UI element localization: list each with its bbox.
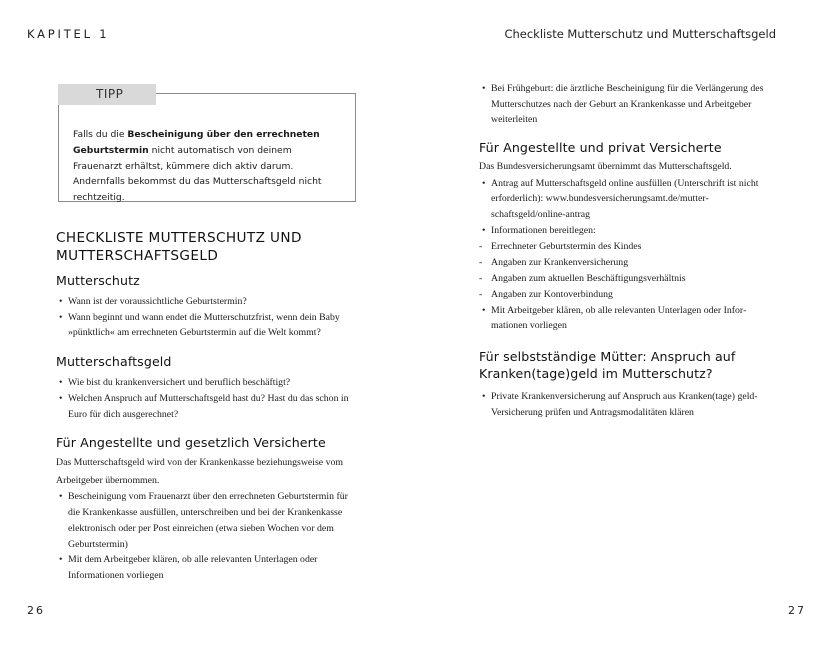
list-item: • Bei Frühgeburt: die ärztliche Bescheinigung für die Verlängerung des Mutterschutzes nach der Geburt an Krankenkasse und Arbeitgeber weiterleiten <box>479 81 777 128</box>
list-item: • Mit dem Arbeitgeber klären, ob alle relevanten Unterlagen oder Informationen vorliegen <box>56 552 354 583</box>
list-item: • Mit Arbeitgeber klären, ob alle relevanten Unterlagen oder Informationen vorliegen <box>479 303 777 334</box>
tip-label: TIPP <box>58 84 156 105</box>
sublist-item: - Angaben zur Kontoverbindung <box>479 287 777 303</box>
tip-box <box>58 87 356 204</box>
privat-intro: Das Bundesversicherungsamt übernimmt das Mutterschaftsgeld. <box>479 161 732 173</box>
list-item: • Wann beginnt und wann endet die Mutterschutzfrist, wenn dein Baby »pünktlich« am errechneten Geburtstermin auf die Welt kommt? <box>56 310 354 341</box>
list-item: • Antrag auf Mutterschaftsgeld online ausfüllen (Unterschrift ist nicht erforderlich): www.bundesversicherungsamt.de/mutterschaftsgeld/online-antrag <box>479 176 777 223</box>
tip-text-bold: Bescheinigung über den errechneten Geburtstermin <box>73 129 320 156</box>
info-sublist <box>479 239 777 303</box>
list-item: • Welchen Anspruch auf Mutterschaftsgeld hast du? Hast du das schon in Euro für dich ausgerechnet? <box>56 391 354 422</box>
privat-heading: Für Angestellte und privat Versicherte <box>479 140 722 156</box>
list-item <box>479 223 777 303</box>
list-item: • Wann ist der voraussichtliche Geburtstermin? <box>56 294 354 310</box>
mutterschutz-heading: Mutterschutz <box>56 273 140 288</box>
list-item: • Wie bist du krankenversichert und beruflich beschäftigt? <box>56 375 354 391</box>
sublist-item: - Angaben zur Krankenversicherung <box>479 255 777 271</box>
page-number-left: 26 <box>27 604 45 617</box>
tip-text-pre: Falls du die <box>73 129 128 140</box>
sublist-item: - Angaben zum aktuellen Beschäftigungsverhältnis <box>479 271 777 287</box>
mutterschaftsgeld-heading: Mutterschaftsgeld <box>56 354 172 370</box>
tip-text <box>73 127 333 206</box>
list-item-text: Informationen bereitlegen: <box>491 224 596 236</box>
list-item: • Private Krankenversicherung auf Anspruch aus Kranken(tage) geld-Versicherung prüfen und Antragsmodalitäten klären <box>479 389 777 420</box>
checklist-heading: CHECKLISTE MUTTERSCHUTZ UND MUTTERSCHAFTSGELD <box>56 230 302 264</box>
list-item: • Bescheinigung vom Frauenarzt über den errechneten Geburtstermin für die Krankenkasse ausfüllen, unterschreiben und bei der Krankenkasse elektronisch oder per Post einreichen (etwa sieben Wochen vor dem Geburtstermin) <box>56 489 354 552</box>
sublist-item: - Errechneter Geburtstermin des Kindes <box>479 239 777 255</box>
mutterschaftsgeld-list <box>56 375 354 422</box>
mutterschutz-list <box>56 294 354 341</box>
selbststaendig-list <box>479 389 777 420</box>
continued-list <box>479 81 777 128</box>
selbststaendig-heading: Für selbstständige Mütter: Anspruch auf Kranken(tage)geld im Mutterschutz? <box>479 348 736 381</box>
running-head-chapter: KAPITEL 1 <box>27 27 110 41</box>
gesetzlich-list <box>56 489 354 583</box>
gesetzlich-intro: Das Mutterschaftsgeld wird von der Krankenkasse beziehungsweise vom Arbeitgeber übernommen. <box>56 457 344 486</box>
page-number-right: 27 <box>788 604 806 617</box>
running-head-title: Checkliste Mutterschutz und Mutterschaftsgeld <box>504 27 776 41</box>
gesetzlich-heading: Für Angestellte und gesetzlich Versicherte <box>56 435 326 451</box>
left-page-content <box>56 83 354 584</box>
tip-text-post: nicht automatisch von deinem Frauenarzt erhältst, kümmere dich aktiv darum. Andernfalls bekommst du das Mutterschaftsgeld nicht rechtzeitig. <box>73 144 322 204</box>
right-page-content <box>479 81 777 420</box>
privat-list <box>479 176 777 334</box>
